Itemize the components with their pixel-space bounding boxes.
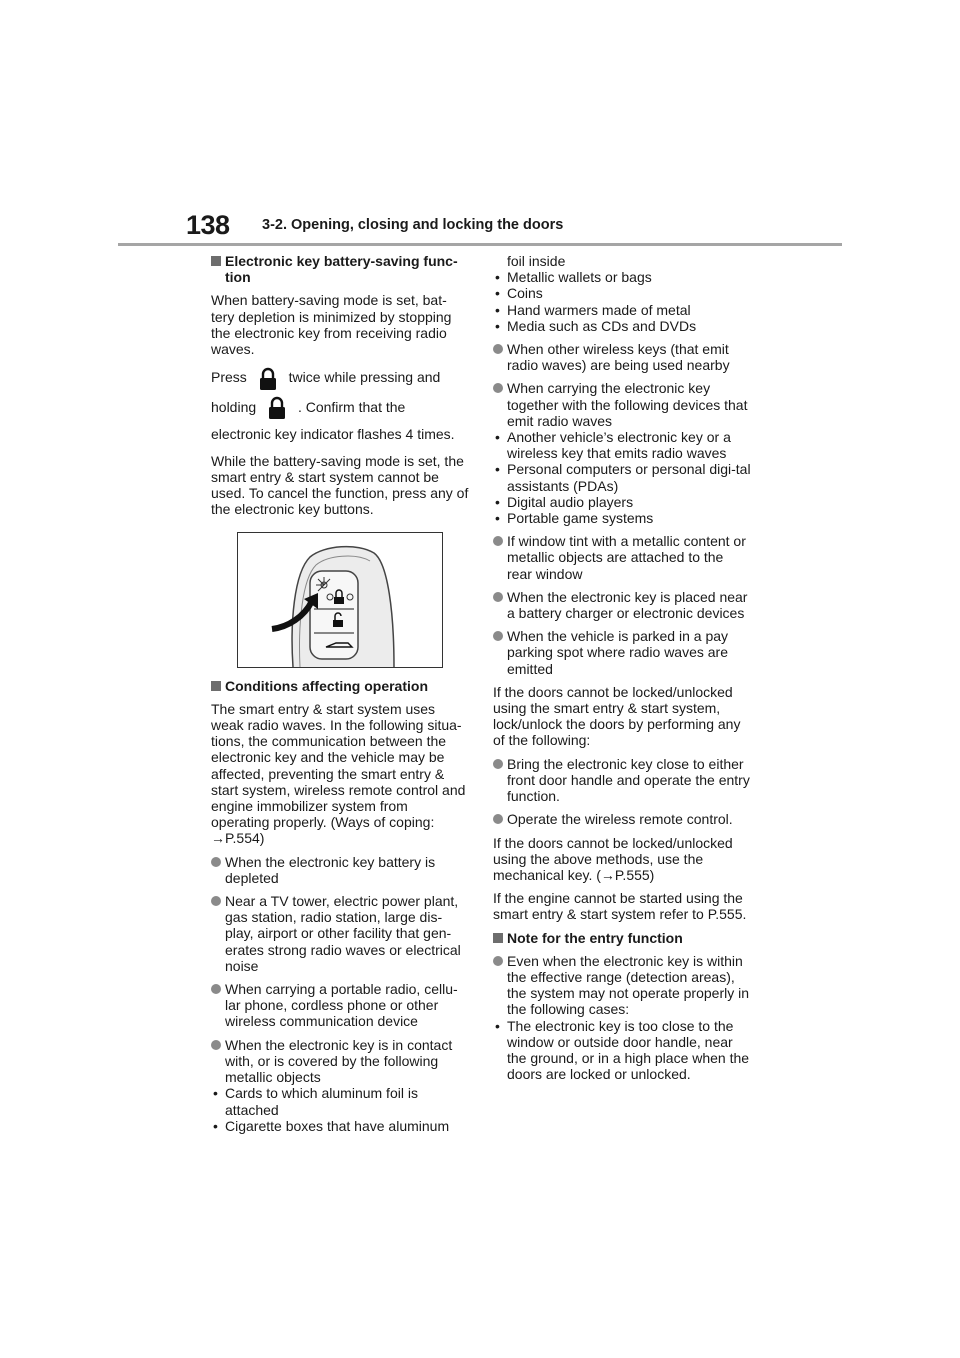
heading-conditions: Conditions affecting operation: [211, 678, 469, 694]
sub-bullet-item: • Digital audio players: [493, 494, 751, 510]
sub-bullet-item: • Another vehicle’s electronic key or a wireless key that emits radio waves: [493, 429, 751, 461]
bullet-item: When carrying the electronic key together with the following devices that emit radio waves: [493, 380, 751, 429]
bullet-item: Operate the wireless remote control.: [493, 811, 751, 827]
instruction-text: holding: [211, 398, 257, 415]
bullet-item: When carrying a portable radio, cellu-lar phone, cordless phone or other wireless communication device: [211, 981, 469, 1030]
instruction-text: twice while pressing and: [288, 369, 441, 386]
paragraph: The smart entry & start system uses weak radio waves. In the following situa-tions, the communication between the electronic key and the vehicle may be affected, preventing the smart entry & start system, wireless remote control and engine immobilizer system from operating properly. (Ways of coping: →P.554): [211, 700, 466, 847]
heading-entry-function-note: Note for the entry function: [493, 930, 751, 946]
bullet-item: When the vehicle is parked in a pay parking spot where radio waves are emitted: [493, 628, 751, 677]
bullet-item: When the electronic key is placed near a battery charger or electronic devices: [493, 589, 751, 621]
sub-bullet-item: • The electronic key is too close to the window or outside door handle, near the ground, or in a high place when the doors are locked or unlocked.: [493, 1018, 751, 1083]
sub-bullet-item: • Metallic wallets or bags: [493, 269, 751, 285]
bullet-item: When the electronic key is in contact with, or is covered by the following metallic objects: [211, 1037, 469, 1086]
sub-bullet-item: • Cigarette boxes that have aluminum: [211, 1118, 469, 1134]
sub-bullet-item: • Cards to which aluminum foil is attached: [211, 1085, 469, 1117]
bullet-item: Even when the electronic key is within the effective range (detection areas), the system may not operate properly in the following cases:: [493, 953, 751, 1018]
sub-bullet-item: • Hand warmers made of metal: [493, 302, 751, 318]
paragraph: When battery-saving mode is set, bat-tery depletion is minimized by stopping the electronic key from receiving radio waves.: [211, 292, 452, 358]
paragraph: While the battery-saving mode is set, the smart entry & start system cannot be used. To cancel the function, press any of the electronic key buttons.: [211, 452, 469, 518]
lock-icon: [264, 395, 290, 421]
bullet-item: When the electronic key battery is depleted: [211, 854, 469, 886]
instruction-line: [211, 364, 469, 391]
bullet-item: Near a TV tower, electric power plant, gas station, radio station, large dis-play, airport or other facility that gen-erates strong radio waves or electrical noise: [211, 893, 469, 974]
section-title: 3-2. Opening, closing and locking the doors: [262, 217, 564, 233]
lock-icon: [255, 366, 281, 392]
paragraph: If the doors cannot be locked/unlocked using the smart entry & start system, lock/unlock the doors by performing any of the following:: [493, 683, 741, 749]
sub-bullet-continuation: foil inside: [507, 253, 566, 269]
instruction-line: [211, 394, 469, 447]
instruction-text: Press: [211, 369, 247, 386]
bullet-item: Bring the electronic key close to either front door handle and operate the entry function.: [493, 756, 751, 805]
left-column: [211, 253, 469, 1134]
key-fob-drawing: [238, 533, 442, 667]
sub-bullet-item: • Media such as CDs and DVDs: [493, 318, 751, 334]
instruction-text: . Confirm that the electronic key indicator flashes 4 times.: [211, 398, 455, 442]
bullet-item: If window tint with a metallic content or metallic objects are attached to the rear window: [493, 533, 751, 582]
electronic-key-illustration: [237, 532, 443, 668]
header-divider: [118, 243, 842, 246]
page-number: 138: [186, 210, 230, 240]
heading-battery-saving: Electronic key battery-saving func-tion: [211, 253, 469, 285]
sub-bullet-item: • Coins: [493, 285, 751, 301]
sub-bullet-item: • Portable game systems: [493, 510, 751, 526]
bullet-item: When other wireless keys (that emit radio waves) are being used nearby: [493, 341, 751, 373]
right-column: [493, 253, 751, 1082]
paragraph: If the engine cannot be started using the smart entry & start system refer to P.555.: [493, 890, 747, 923]
paragraph: If the doors cannot be locked/unlocked using the above methods, use the mechanical key. (→P.555): [493, 834, 733, 883]
sub-bullet-item: • Personal computers or personal digi-tal assistants (PDAs): [493, 461, 751, 493]
